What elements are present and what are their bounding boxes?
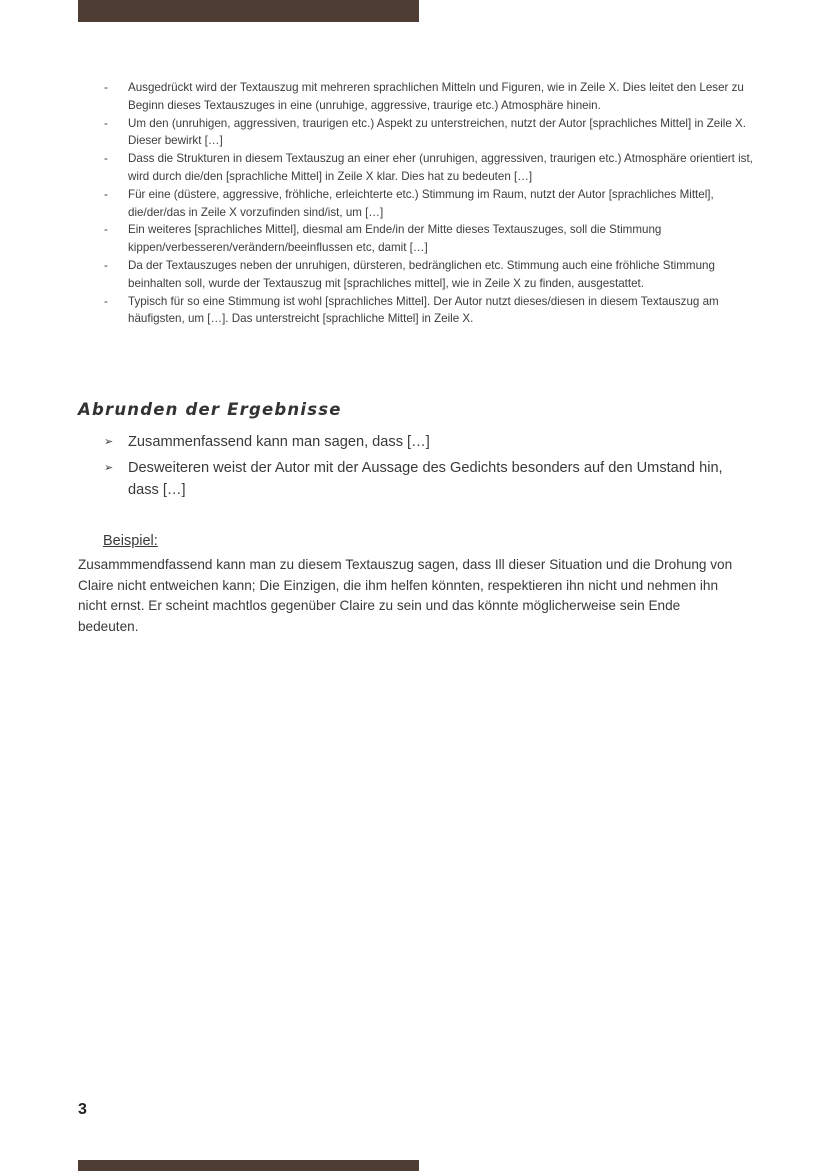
bullet-text: Zusammenfassend kann man sagen, dass […] bbox=[128, 434, 430, 450]
list-item bbox=[104, 115, 754, 151]
bullet-item bbox=[104, 431, 724, 454]
dash-marker: - bbox=[104, 294, 108, 308]
list-item bbox=[104, 221, 754, 257]
arrow-bullet-icon: ➢ bbox=[104, 436, 114, 448]
example-paragraph: Zusammmendfassend kann man zu diesem Textauszug sagen, dass Ill dieser Situation und die Drohung von Claire nicht entweichen kann; Die Einzigen, die ihm helfen könnten, respektieren ihn nicht und nehmen ihn nicht ernst. Er scheint machtlos gegenüber Claire zu sein und das könnte möglicherweise sein Ende bedeuten. bbox=[78, 557, 733, 634]
list-item bbox=[104, 257, 754, 293]
list-item-text: Ein weiteres [sprachliches Mittel], diesmal am Ende/in der Mitte dieses Textauszuges, soll die Stimmung kippen/verbesseren/verändern/beeinflussen etc, damit […] bbox=[128, 223, 662, 255]
footer-bar bbox=[78, 1160, 419, 1171]
list-item-text: Für eine (düstere, aggressive, fröhliche, erleichterte etc.) Stimmung im Raum, nutzt der Autor [sprachliches Mittel], die/der/das in Zeile X vorzufinden sind/ist, um […] bbox=[128, 187, 714, 219]
list-item-text: Ausgedrückt wird der Textauszug mit mehreren sprachlichen Mitteln und Figuren, wie in Zeile X. Dies leitet den Leser zu Beginn dieses Textauszuges in eine (unruhige, aggressive, traurige etc.) Atmosphäre hinein. bbox=[128, 81, 744, 112]
list-item bbox=[104, 186, 754, 222]
dash-marker: - bbox=[104, 116, 108, 130]
dash-marker: - bbox=[104, 152, 108, 166]
dash-marker: - bbox=[104, 187, 108, 201]
list-item bbox=[104, 79, 754, 115]
page-number: 3 bbox=[78, 1101, 87, 1118]
dash-marker: - bbox=[104, 223, 108, 237]
list-item-text: Da der Textauszuges neben der unruhigen, dürsteren, bedränglichen etc. Stimmung auch eine fröhliche Stimmung beinhalten soll, wurde der Textauszug mit [sprachliches mittel], wie in Zeile X zu finden, ausgestattet. bbox=[128, 258, 715, 290]
arrow-bullet-list bbox=[104, 431, 724, 505]
list-item-text: Um den (unruhigen, aggressiven, traurigen etc.) Aspekt zu unterstreichen, nutzt der Autor [sprachliches Mittel] in Zeile X. Dieser bewirkt […] bbox=[128, 116, 746, 148]
header-bar bbox=[78, 0, 419, 22]
bullet-text: Desweiteren weist der Autor mit der Aussage des Gedichts besonders auf den Umstand hin, dass […] bbox=[128, 459, 723, 498]
list-item bbox=[104, 293, 754, 329]
arrow-bullet-icon: ➢ bbox=[104, 461, 114, 474]
list-item-text: Dass die Strukturen in diesem Textauszug an einer eher (unruhigen, aggressiven, traurigen etc.) Atmosphäre orientiert ist, wird durch die/den [sprachliche Mittel] in Zeile X klar. Dies hat zu bedeuten […] bbox=[128, 152, 753, 183]
list-item bbox=[104, 150, 754, 186]
dash-marker: - bbox=[104, 81, 108, 94]
dash-marker: - bbox=[104, 258, 108, 272]
dash-list bbox=[104, 79, 754, 328]
section-title: Abrunden der Ergebnisse bbox=[78, 400, 342, 419]
example-label: Beispiel: bbox=[103, 533, 158, 549]
bullet-item bbox=[104, 457, 724, 502]
list-item-text: Typisch für so eine Stimmung ist wohl [sprachliches Mittel]. Der Autor nutzt dieses/diesen in diesem Textauszug am häufigsten, um […]. Das unterstreicht [sprachliche Mittel] in Zeile X. bbox=[128, 294, 719, 326]
